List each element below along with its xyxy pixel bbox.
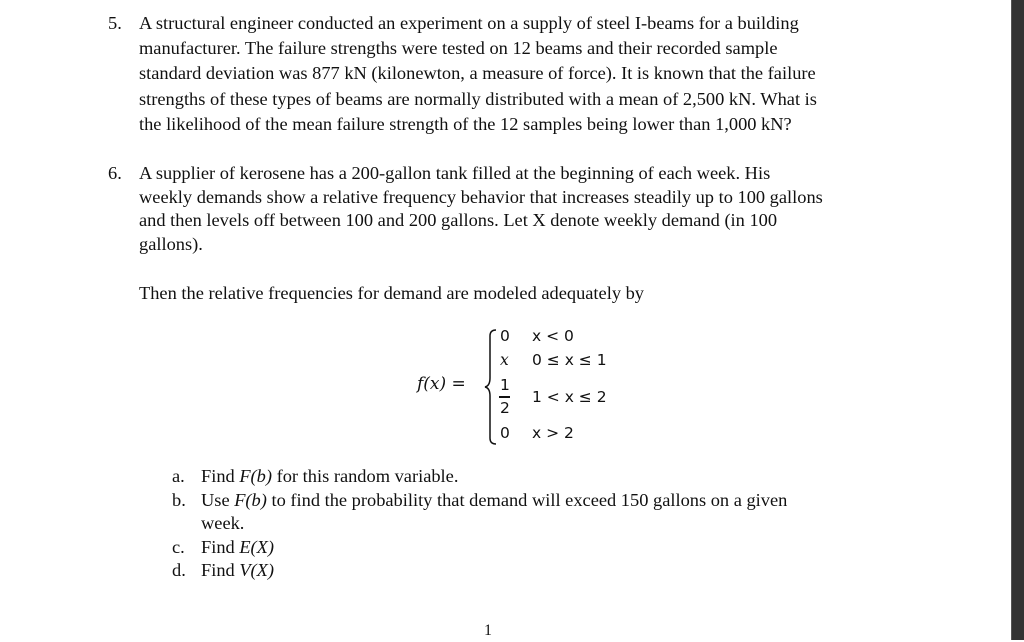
emphasis: V(X) — [239, 560, 275, 580]
question-number: 6. — [108, 163, 122, 183]
text: to find the probability that demand will exceed 150 gallons on a given — [266, 490, 788, 510]
case-value: 0 — [500, 327, 510, 345]
sub-part-label: b. — [172, 490, 186, 510]
text: Find — [201, 466, 240, 486]
sub-part-label: c. — [172, 537, 185, 557]
sub-part-b — [172, 489, 186, 511]
paragraph-line: A supplier of kerosene has a 200-gallon tank filled at the beginning of each week. His — [139, 163, 771, 183]
case-condition: 0 ≤ x ≤ 1 — [532, 351, 607, 369]
left-brace-icon — [484, 328, 498, 446]
emphasis: F(b) — [239, 466, 273, 486]
fraction-numerator: 1 — [500, 376, 510, 394]
viewer-right-edge-bar — [1011, 0, 1024, 640]
paragraph-line: the likelihood of the mean failure strength of the 12 samples being lower than 1,000 kN? — [139, 114, 792, 134]
fraction-bar — [499, 396, 510, 398]
paragraph-line: manufacturer. The failure strengths were tested on 12 beams and their recorded sample — [139, 38, 778, 58]
sub-part-label: d. — [172, 560, 186, 580]
paragraph-line: strengths of these types of beams are normally distributed with a mean of 2,500 kN. What is — [139, 89, 817, 109]
case-value: x — [500, 351, 509, 369]
text: for this random variable. — [272, 466, 459, 486]
sub-part-label: a. — [172, 466, 185, 486]
case-condition: x > 2 — [532, 424, 574, 442]
formula-lhs: f(x) = — [417, 374, 466, 394]
page-number: 1 — [484, 622, 492, 639]
fraction-denominator: 2 — [500, 399, 510, 417]
paragraph-line: standard deviation was 877 kN (kilonewton, a measure of force). It is known that the failure — [139, 63, 816, 83]
paragraph-line: gallons). — [139, 234, 203, 254]
question-number: 5. — [108, 13, 122, 33]
paragraph-line: weekly demands show a relative frequency behavior that increases steadily up to 100 gallons — [139, 187, 823, 207]
case-value: 0 — [500, 424, 510, 442]
emphasis: E(X) — [239, 537, 275, 557]
emphasis: F(b) — [234, 490, 267, 510]
sub-part-a-text — [201, 465, 458, 487]
text: Find — [201, 560, 240, 580]
text: Find — [201, 537, 240, 557]
paragraph-line: and then levels off between 100 and 200 gallons. Let X denote weekly demand (in 100 — [139, 210, 778, 230]
paragraph-line: A structural engineer conducted an experiment on a supply of steel I-beams for a building — [139, 13, 799, 33]
sub-part-c — [172, 536, 185, 558]
formula-intro: Then the relative frequencies for demand are modeled adequately by — [139, 283, 644, 303]
text: Use — [201, 490, 235, 510]
sub-part-b-text — [201, 489, 787, 511]
case-condition: x < 0 — [532, 327, 574, 345]
sub-part-a — [172, 465, 185, 487]
sub-part-d — [172, 559, 186, 581]
sub-part-b-continuation: week. — [201, 513, 245, 533]
case-condition: 1 < x ≤ 2 — [532, 388, 607, 406]
sub-part-d-text — [201, 559, 274, 581]
sub-part-c-text — [201, 536, 274, 558]
